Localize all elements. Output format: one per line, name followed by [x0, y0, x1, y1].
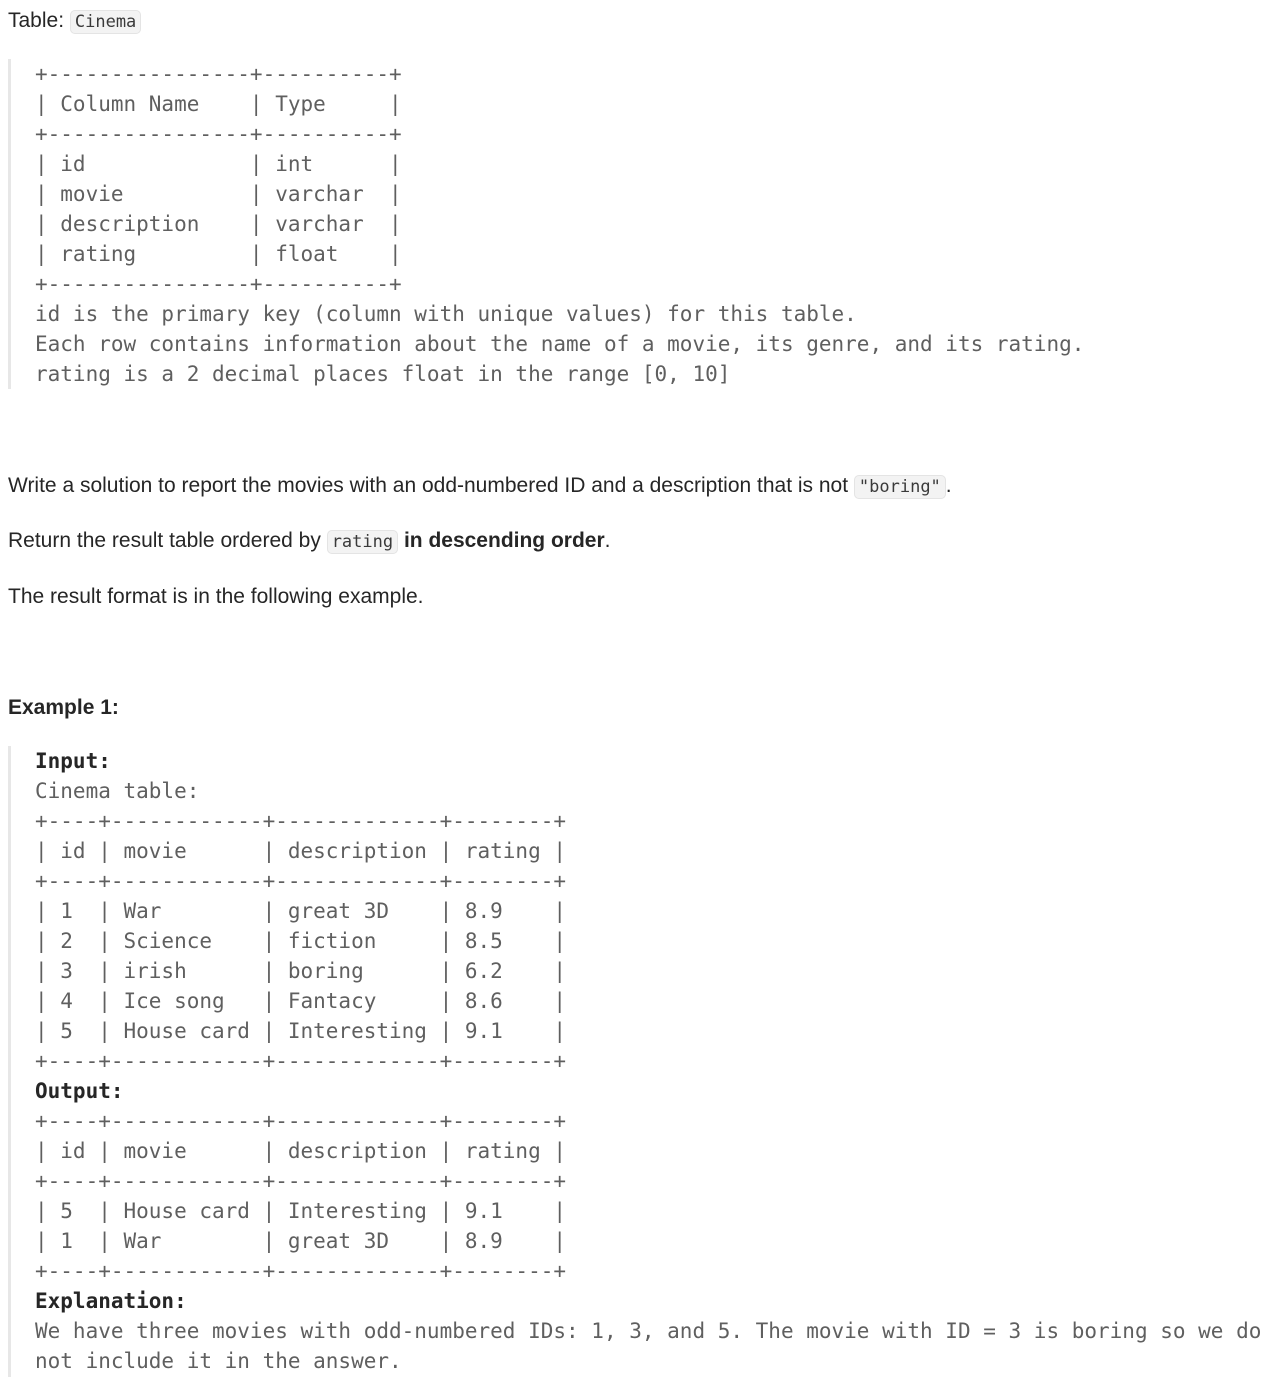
table-name-code: Cinema [70, 10, 141, 34]
schema-block [8, 59, 1084, 389]
descending-order-text: in descending order [398, 529, 605, 552]
rating-code: rating [327, 530, 398, 554]
example-text: Input: Cinema table: +----+------------+-------------+--------+ | id | movie | description | rating | +----+------------+-------------+--------+ | 1 | War | great 3D | 8.9 | | 2 | Science | fiction | 8.5 | | 3 | irish | boring | 6.2 | | 4 | Ice song | Fantacy | 8.6 | | 5 | House card | Interesting | 9.1 | +----+------------+-------------+--------+ Output: +----+------------+-------------+--------+ | id | movie | description | rating | +----+------------+-------------+--------+ | 5 | House card | Interesting | 9.1 | | 1 | War | great 3D | 8.9 | +----+------------+-------------+--------+ Explanation: We have three movies with odd-numbered IDs: 1, 3, and 5. The movie with ID = 3 is boring so we do not include it in the answer. [35, 749, 1262, 1373]
example-block [8, 746, 1261, 1377]
task-paragraph-2: Return the result table ordered by rating in descending order. [8, 529, 611, 552]
input-label: Input: [35, 749, 111, 773]
table-intro [8, 6, 141, 37]
output-label: Output: [35, 1079, 124, 1103]
task-paragraph-1: Write a solution to report the movies with an odd-numbered ID and a description that is not "boring" . [8, 474, 952, 497]
task-paragraph-3: The result format is in the following example. [8, 585, 424, 608]
explanation-label: Explanation: [35, 1289, 187, 1313]
table-intro-prefix: Table: [8, 9, 70, 32]
boring-code: "boring" [854, 475, 946, 499]
schema-text: +----------------+----------+ | Column Name | Type | +----------------+----------+ | id | int | | movie | varchar | | description | varchar | | rating | float | +----------------+----------+ id is the primary key (column with unique values) for this table. Each row contains information about the name of a movie, its genre, and its rating. rating is a 2 decimal places float in the range [0, 10] [35, 62, 1085, 386]
example-heading: Example 1: [8, 696, 119, 719]
